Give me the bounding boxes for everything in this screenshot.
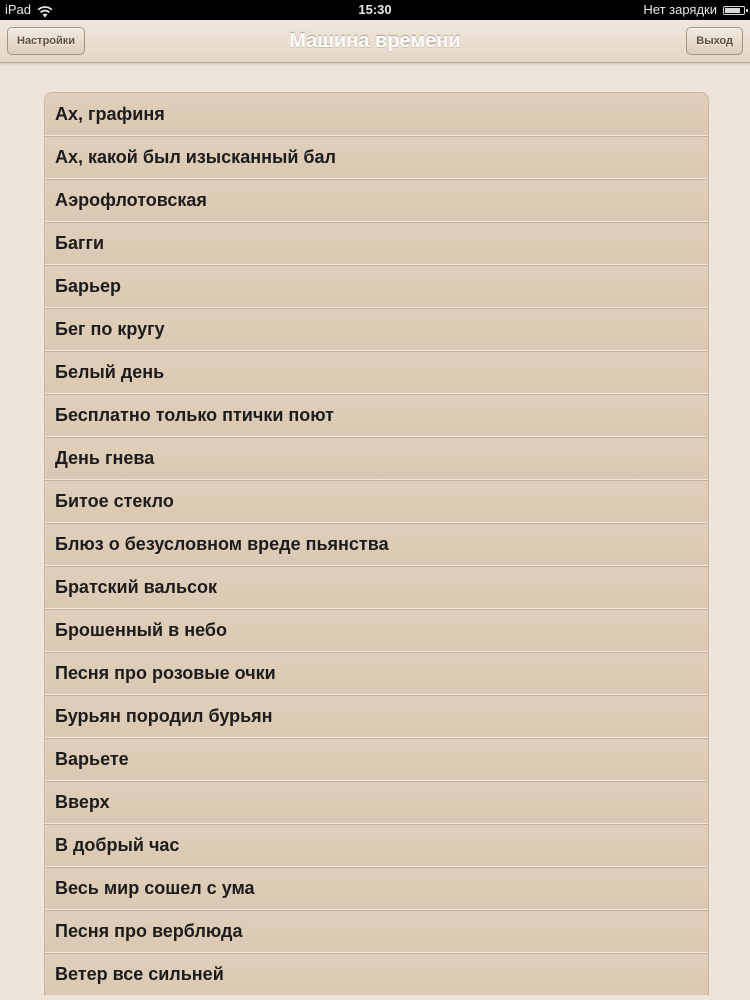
song-list-item[interactable]: Варьете — [45, 738, 708, 781]
status-bar — [0, 0, 750, 20]
song-list-item[interactable]: Брошенный в небо — [45, 609, 708, 652]
song-list-item[interactable]: Барьер — [45, 265, 708, 308]
navigation-bar — [0, 20, 750, 63]
song-list-item[interactable]: Багги — [45, 222, 708, 265]
song-list-item[interactable]: День гнева — [45, 437, 708, 480]
song-list-item[interactable]: Блюз о безусловном вреде пьянства — [45, 523, 708, 566]
carrier-label: iPad — [5, 2, 32, 17]
song-list-item[interactable]: Песня про розовые очки — [45, 652, 708, 695]
song-list-item[interactable]: Бурьян породил бурьян — [45, 695, 708, 738]
song-list-item[interactable]: Ах, графиня — [45, 93, 708, 136]
song-list-item[interactable]: Ах, какой был изысканный бал — [45, 136, 708, 179]
song-list-item[interactable]: Весь мир сошел с ума — [45, 867, 708, 910]
song-list-item[interactable]: Белый день — [45, 351, 708, 394]
battery-icon — [723, 6, 745, 15]
song-list — [44, 92, 709, 996]
song-list-item[interactable]: В добрый час — [45, 824, 708, 867]
song-list-item[interactable]: Битое стекло — [45, 480, 708, 523]
battery-level-fill — [725, 8, 740, 13]
page-title: Машина времени — [289, 30, 461, 52]
song-list-item[interactable]: Аэрофлотовская — [45, 179, 708, 222]
song-list-item[interactable]: Бесплатно только птички поют — [45, 394, 708, 437]
song-list-item[interactable]: Ветер все сильней — [45, 953, 708, 996]
status-right — [643, 0, 745, 20]
song-list-item[interactable]: Вверх — [45, 781, 708, 824]
battery-status-text: Нет зарядки — [643, 2, 717, 17]
status-time: 15:30 — [358, 2, 392, 17]
settings-button[interactable]: Настройки — [7, 27, 85, 55]
song-list-item[interactable]: Бег по кругу — [45, 308, 708, 351]
song-list-item[interactable]: Братский вальсок — [45, 566, 708, 609]
exit-button[interactable]: Выход — [686, 27, 743, 55]
song-list-item[interactable]: Песня про верблюда — [45, 910, 708, 953]
